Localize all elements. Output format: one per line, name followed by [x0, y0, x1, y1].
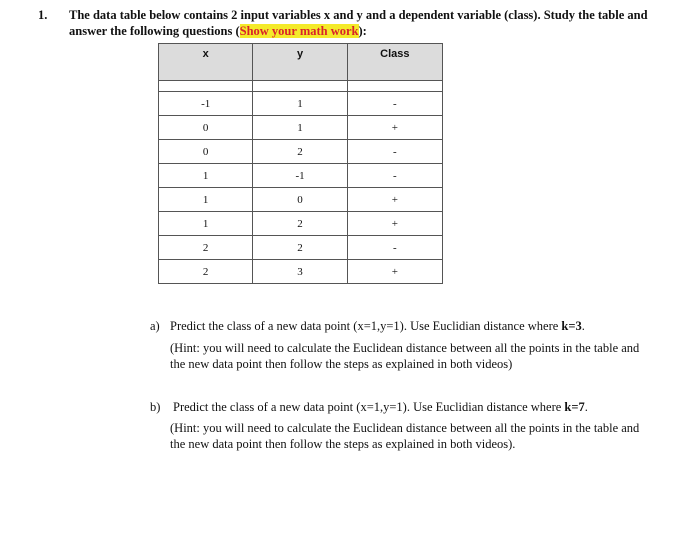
cell-x: 2 — [159, 260, 253, 284]
cell-x: 1 — [159, 212, 253, 236]
cell-y: 3 — [253, 260, 347, 284]
show-work-highlight: Show your math work — [239, 24, 359, 38]
cell-y: 2 — [253, 236, 347, 260]
part-b-label: b) — [150, 400, 161, 414]
cell-class: + — [347, 212, 442, 236]
table-row — [159, 236, 443, 260]
cell-class: - — [347, 92, 442, 116]
part-b-text: Predict the class of a new data point (x=1,y=1). Use Euclidian distance where — [173, 400, 565, 414]
header-x: x — [159, 44, 253, 81]
part-b-hint: (Hint: you will need to calculate the Euclidean distance between all the points in the table and the new data point then follow the steps as explained in both videos). — [170, 421, 640, 451]
table-row — [159, 92, 443, 116]
part-b-k: k=7 — [564, 400, 585, 414]
header-class: Class — [347, 44, 442, 81]
part-a-prompt — [170, 318, 585, 334]
cell-class: + — [347, 188, 442, 212]
question-text-after: ): — [358, 24, 367, 38]
cell-y: 0 — [253, 188, 347, 212]
cell-class: + — [347, 260, 442, 284]
cell-class: - — [347, 236, 442, 260]
part-a-text: Predict the class of a new data point (x=1,y=1). Use Euclidian distance where — [170, 319, 562, 333]
table-row — [159, 164, 443, 188]
table-spacer-row — [159, 81, 443, 92]
cell-x: 0 — [159, 116, 253, 140]
data-table — [158, 43, 443, 284]
part-a-hint: (Hint: you will need to calculate the Euclidean distance between all the points in the table and the new data point then follow the steps as explained in both videos) — [170, 341, 640, 371]
cell-y: 2 — [253, 140, 347, 164]
table-row — [159, 212, 443, 236]
question-text-before: The data table below contains 2 input variables x and y and a dependent variable (class). Study the table and answer the following questions ( — [69, 8, 648, 38]
cell-x: 2 — [159, 236, 253, 260]
question-text — [69, 7, 669, 39]
cell-class: - — [347, 164, 442, 188]
part-a-k: k=3 — [561, 319, 582, 333]
cell-x: 0 — [159, 140, 253, 164]
part-a-label: a) — [150, 319, 160, 333]
question-number: 1. — [38, 8, 48, 22]
part-b-prompt — [173, 399, 588, 415]
table-row — [159, 188, 443, 212]
cell-x: 1 — [159, 188, 253, 212]
cell-y: 1 — [253, 92, 347, 116]
cell-y: 1 — [253, 116, 347, 140]
cell-x: 1 — [159, 164, 253, 188]
table-row — [159, 116, 443, 140]
cell-y: 2 — [253, 212, 347, 236]
cell-y: -1 — [253, 164, 347, 188]
table-row — [159, 140, 443, 164]
cell-class: + — [347, 116, 442, 140]
part-a-end: . — [581, 319, 585, 333]
part-b-end: . — [584, 400, 588, 414]
header-y: y — [253, 44, 347, 81]
table-header-row — [159, 44, 443, 81]
cell-class: - — [347, 140, 442, 164]
cell-x: -1 — [159, 92, 253, 116]
table-row — [159, 260, 443, 284]
